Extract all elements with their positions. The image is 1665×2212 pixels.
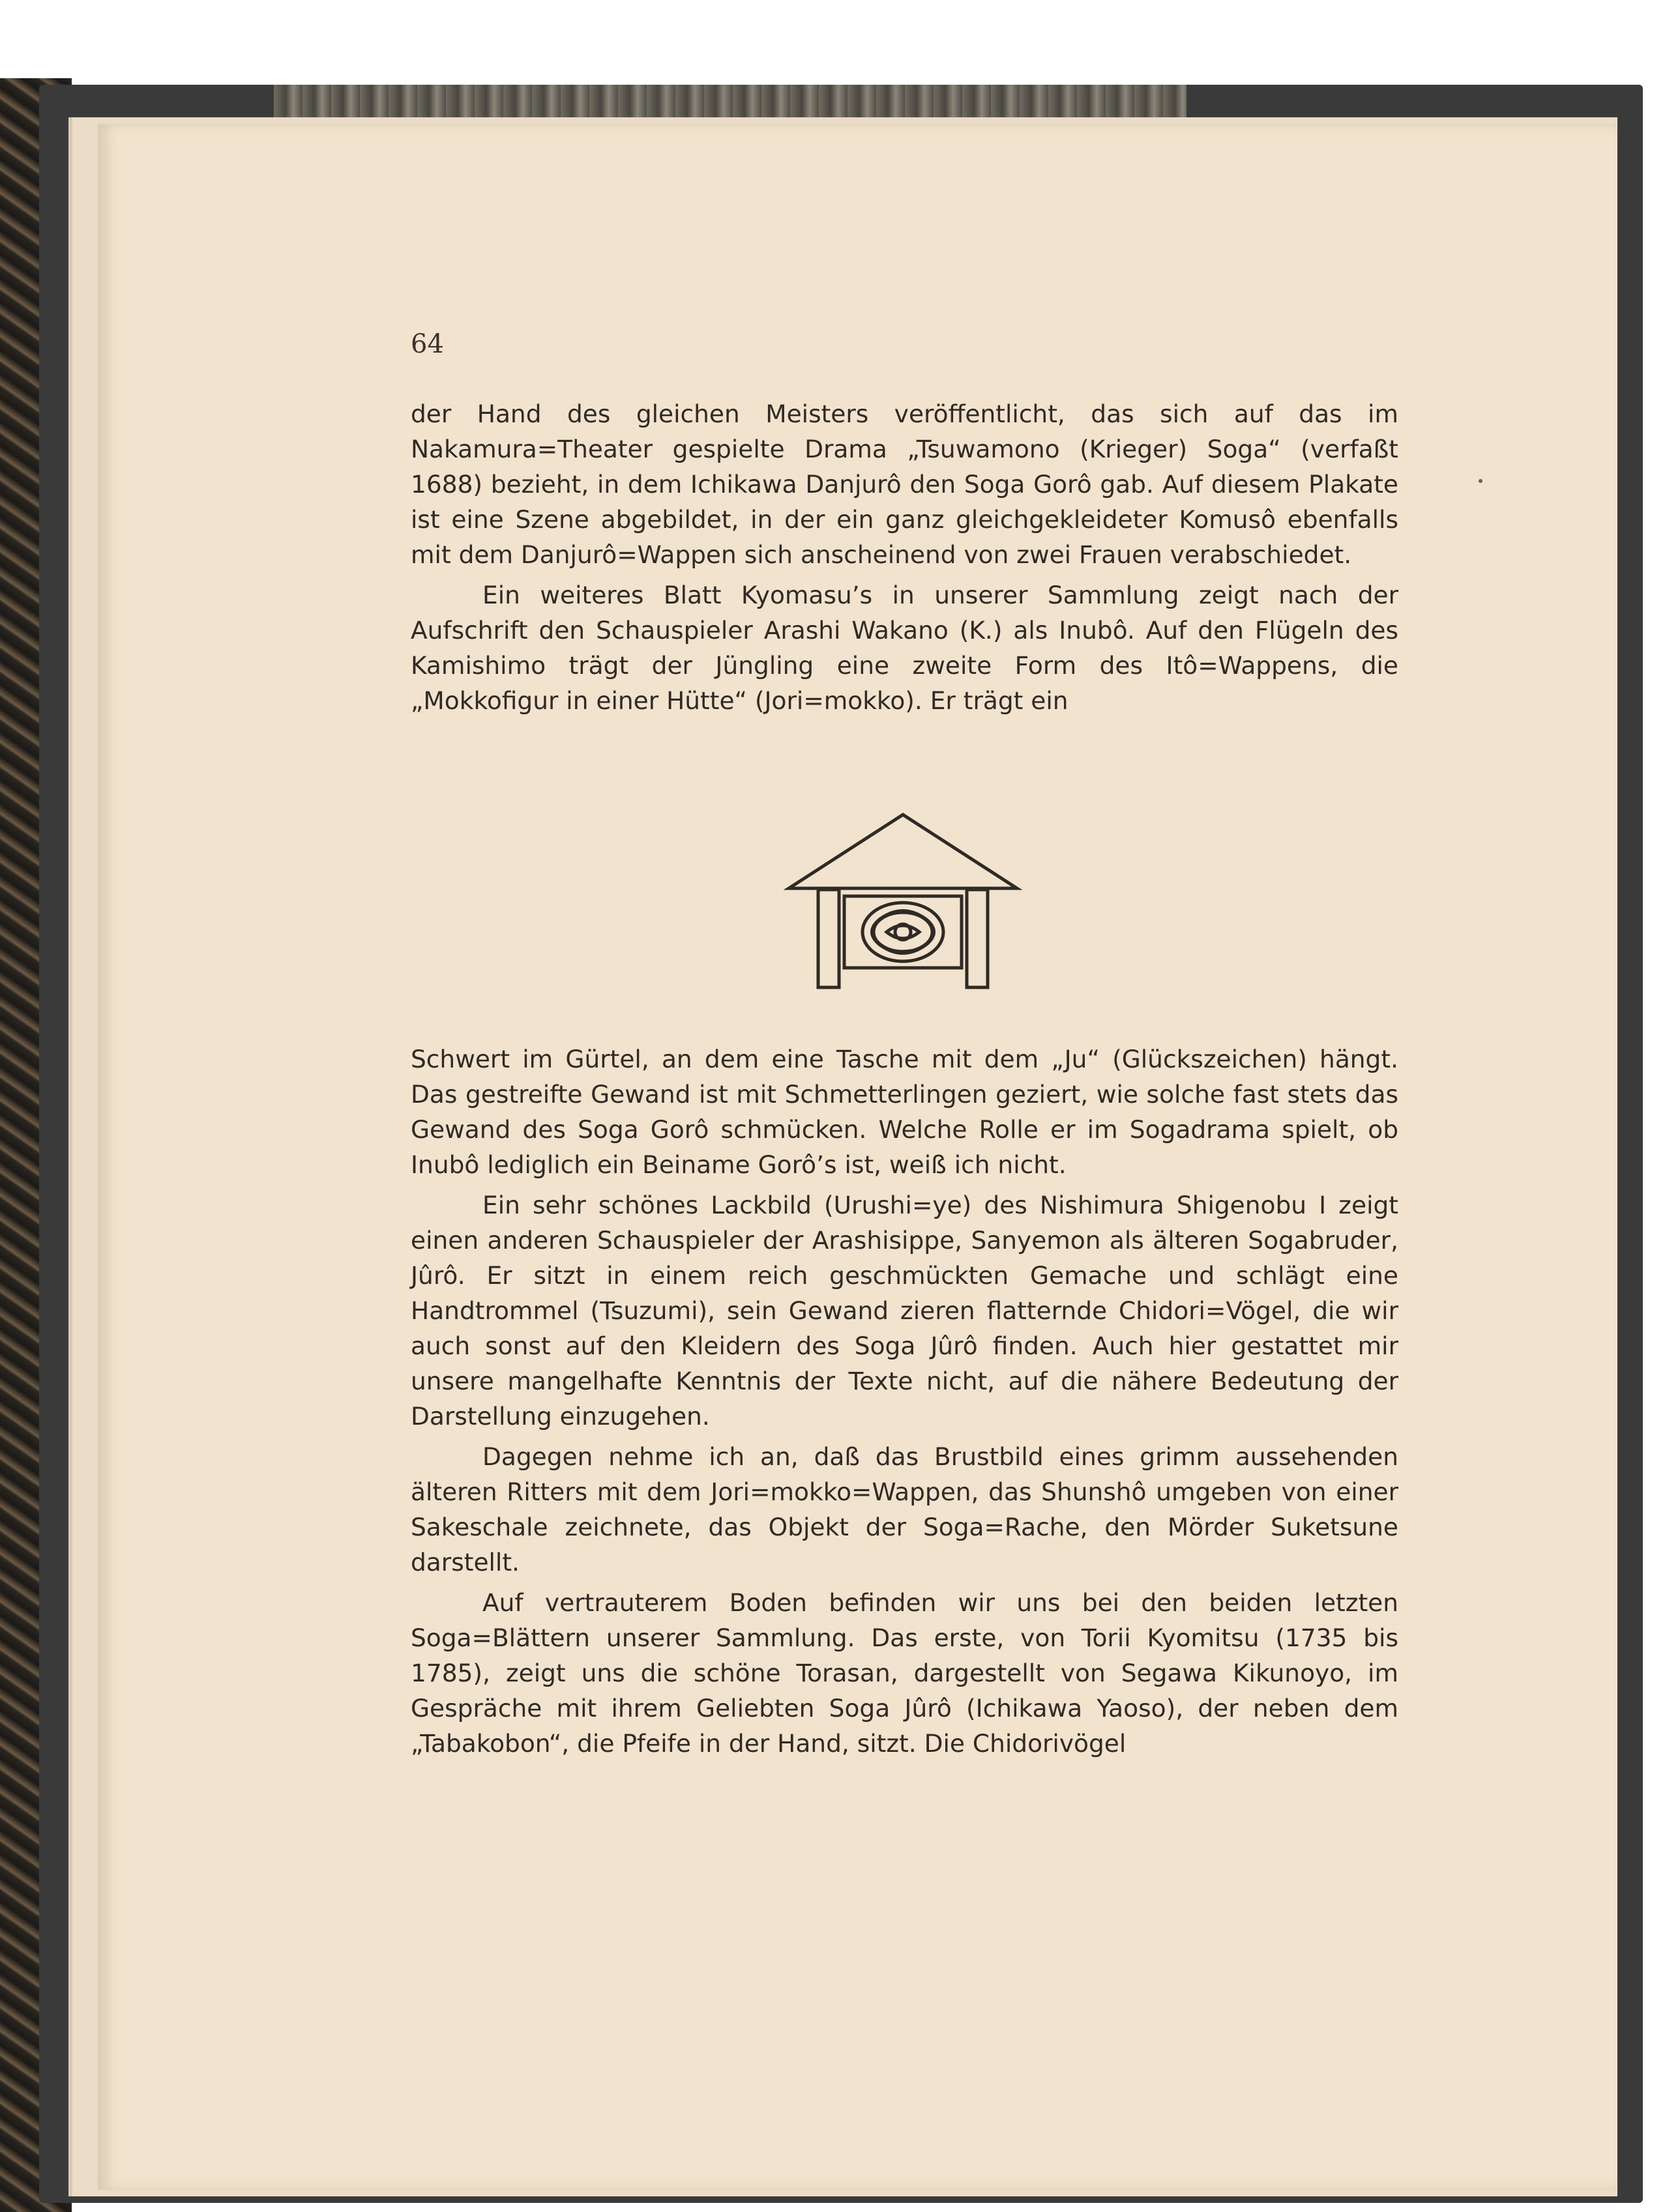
text-block-top bbox=[411, 396, 1398, 718]
paragraph: der Hand des gleichen Meisters veröffentlicht, das sich auf das im Nakamura=Theater gespielte Drama „Tsuwamono (Krieger) Soga“ (verfaßt 1688) bezieht, in dem Ichikawa Danjurô den Soga Gorô gab. Auf diesem Plakate ist eine Szene abgebildet, in der ein ganz gleichgekleideter Komusô ebenfalls mit dem Danjurô=Wappen sich anscheinend von zwei Frauen verabschiedet. bbox=[411, 400, 1398, 569]
paragraph: Ein weiteres Blatt Kyomasu’s in unserer Sammlung zeigt nach der Aufschrift den Schauspieler Arashi Wakano (K.) als Inubô. Auf den Flügeln des Kamishimo trägt der Jüngling eine zweite Form des Itô=Wappens, die „Mokkofigur in einer Hütte“ (Jori=mokko). Er trägt ein bbox=[411, 581, 1398, 715]
paragraph: Dagegen nehme ich an, daß das Brustbild eines grimm aussehenden älteren Ritters mit dem Jori=mokko=Wappen, das Shunshô umgeben von einer Sakeschale zeichnete, das Objekt der Soga=Rache, den Mörder Suketsune darstellt. bbox=[411, 1442, 1398, 1577]
jori-mokko-crest-icon bbox=[782, 811, 1024, 997]
ink-speck bbox=[1479, 479, 1482, 483]
paragraph: Schwert im Gürtel, an dem eine Tasche mit dem „Ju“ (Glückszeichen) hängt. Das gestreifte Gewand ist mit Schmetterlingen geziert, wie solche fast stets das Gewand des Soga Gorô schmücken. Welche Rolle er im Sogadrama spielt, ob Inubô lediglich ein Beiname Gorô’s ist, weiß ich nicht. bbox=[411, 1045, 1398, 1179]
text-block-bottom bbox=[411, 1041, 1398, 1761]
paragraph: Ein sehr schönes Lackbild (Urushi=ye) des Nishimura Shigenobu I zeigt einen anderen Schauspieler der Arashisippe, Sanyemon als älteren Sogabruder, Jûrô. Er sitzt in einem reich geschmückten Gemache und schlägt eine Handtrommel (Tsuzumi), sein Gewand zieren flatternde Chidori=Vögel, die wir auch sonst auf den Kleidern des Soga Jûrô finden. Auch hier gestattet mir unsere mangelhafte Kenntnis der Texte nicht, auf die nähere Bedeutung der Darstellung einzugehen. bbox=[411, 1191, 1398, 1431]
page-number: 64 bbox=[411, 329, 444, 359]
paragraph: Auf vertrauterem Boden befinden wir uns bei den beiden letzten Soga=Blättern unserer Sammlung. Das erste, von Torii Kyomitsu (1735 bis 1785), zeigt uns die schöne Torasan, dargestellt von Segawa Kikunoyo, im Gespräche mit ihrem Geliebten Soga Jûrô (Ichikawa Yaoso), der neben dem „Tabakobon“, die Pfeife in der Hand, sitzt. Die Chidorivögel bbox=[411, 1588, 1398, 1758]
